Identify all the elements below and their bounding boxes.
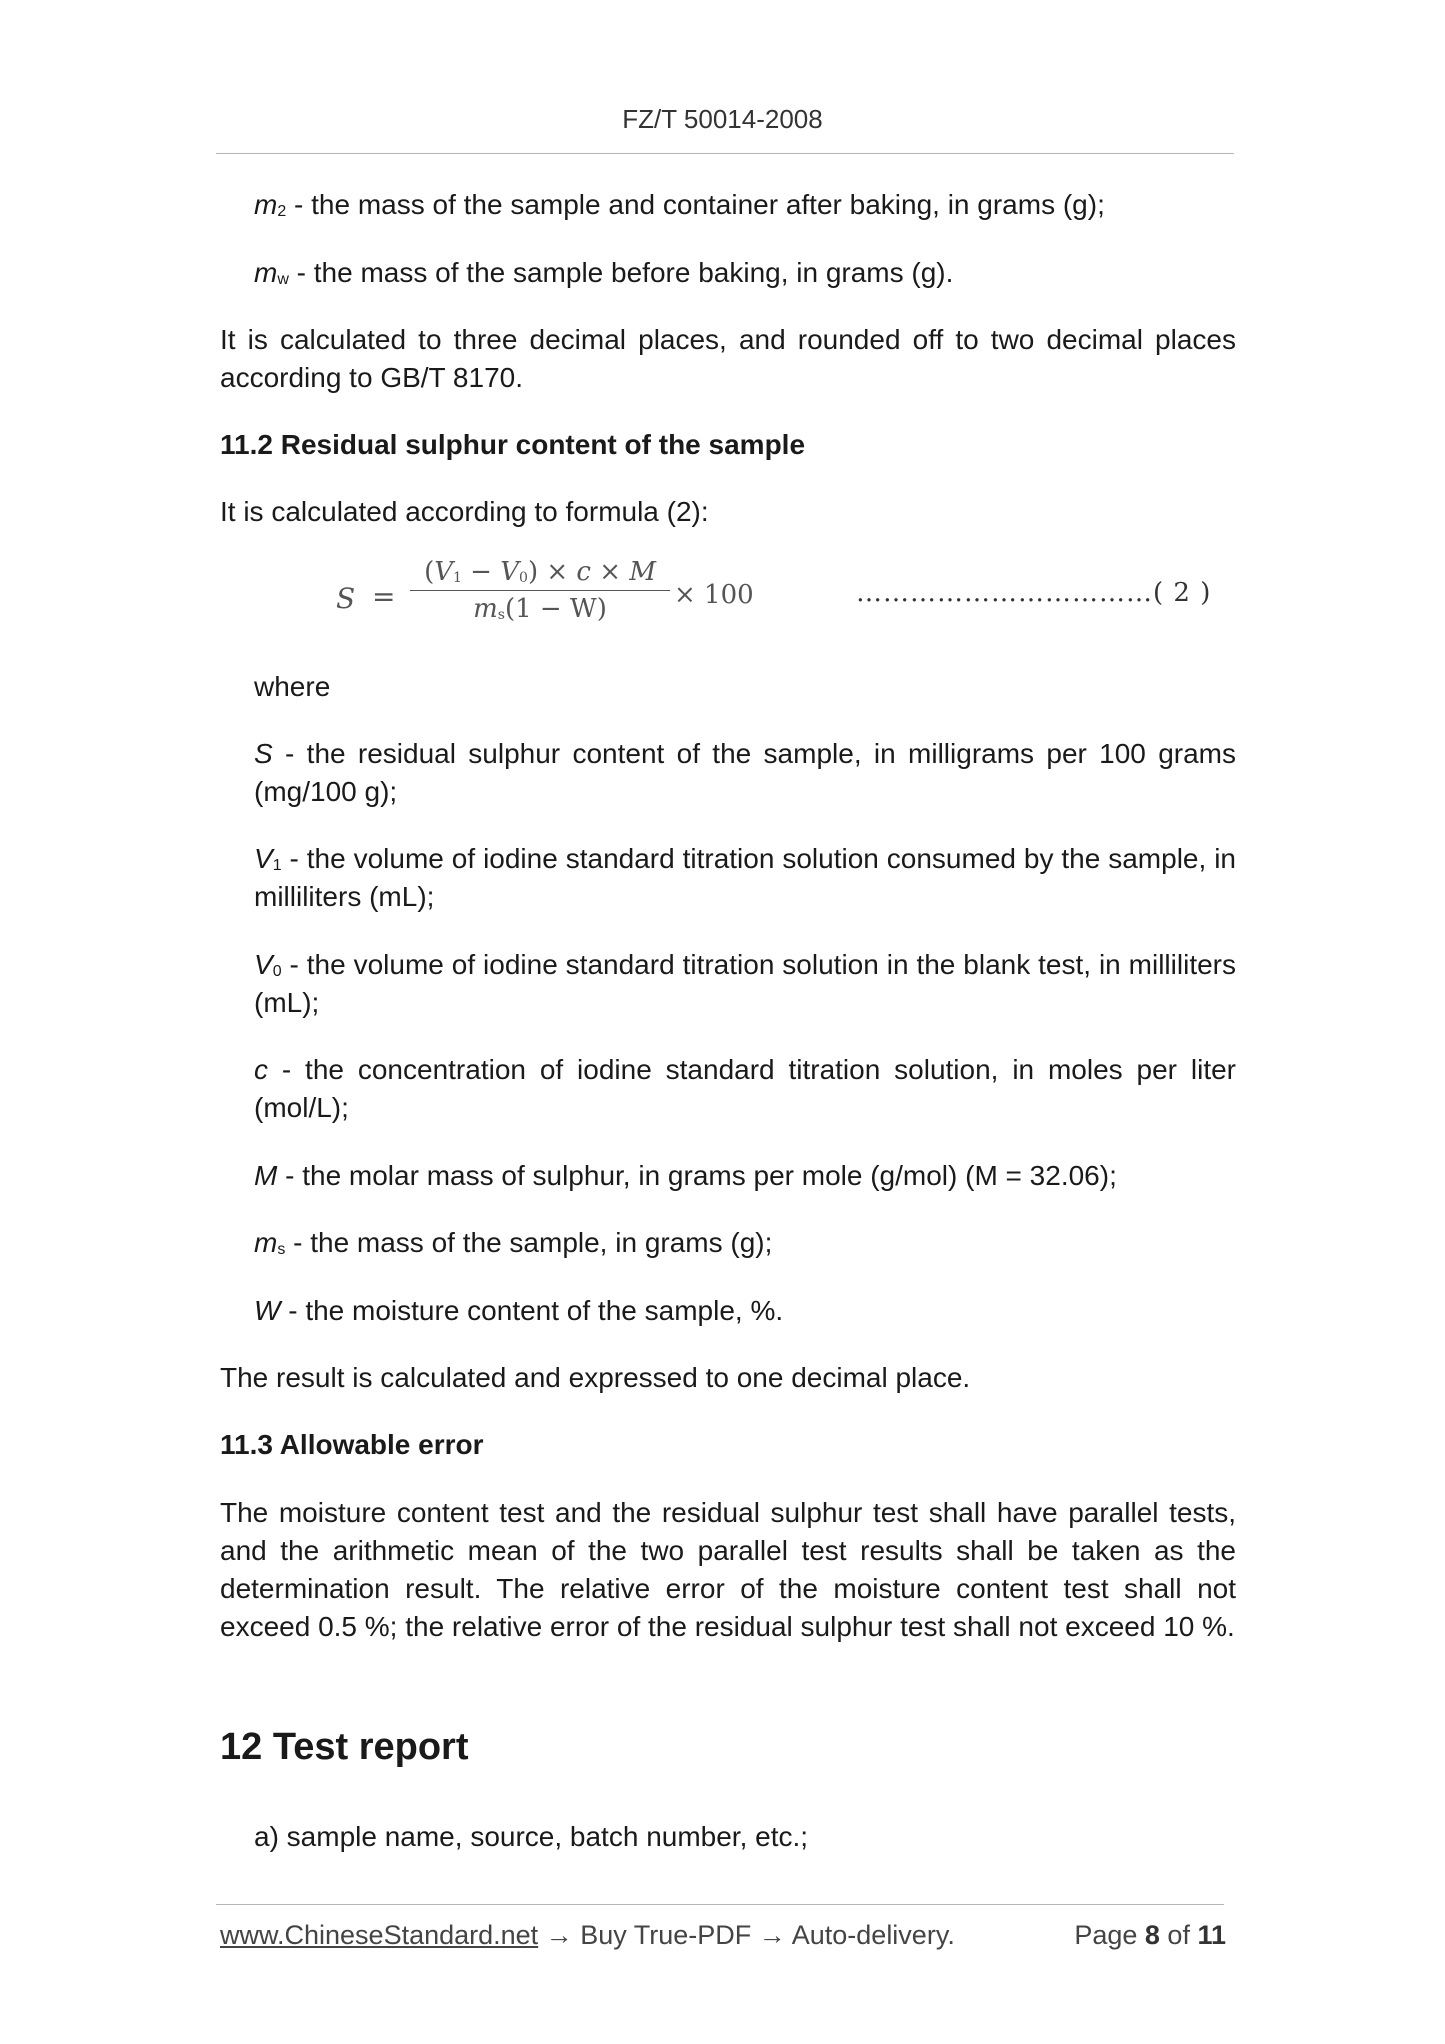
- formula-fraction: [410, 556, 670, 625]
- definition-M: M - the molar mass of sulphur, in grams per mole (g/mol) (M = 32.06);: [254, 1160, 1117, 1191]
- formula-numerator: $(V_1 - V_0) \times c \times M$: [424, 557, 656, 587]
- allowable-error-paragraph: The moisture content test and the residual sulphur test shall have parallel tests, and the arithmetic mean of the two parallel test results shall be taken as the determination result. The relative error of the moisture content test shall not exceed 0.5 %; the relative error of the residual sulphur test shall not exceed 10 %.: [220, 1497, 1236, 1642]
- result-paragraph: The result is calculated and expressed to one decimal place.: [220, 1362, 971, 1393]
- formula-denominator: $m_s(1 - W)$: [473, 594, 607, 624]
- definition-c: c - the concentration of iodine standard titration solution, in moles per liter (mol/L);: [254, 1054, 1236, 1123]
- standard-code-header: FZ/T 50014-2008: [622, 104, 823, 134]
- section-11-3-heading: 11.3 Allowable error: [220, 1429, 484, 1460]
- definition-S: S - the residual sulphur content of the sample, in milligrams per 100 grams (mg/100 g);: [254, 738, 1236, 807]
- section-12-heading: 12 Test report: [220, 1726, 469, 1768]
- chinesestandard-link[interactable]: www.ChineseStandard.net: [220, 1920, 539, 1950]
- definition-W: W - the moisture content of the sample, %.: [254, 1295, 784, 1326]
- footer-rule: [216, 1904, 1224, 1905]
- where-label: where: [254, 671, 331, 702]
- formula-2: [336, 556, 1236, 636]
- formula-multiplier: × 100: [674, 580, 754, 610]
- formula-number: ……………………………( 2 ): [856, 578, 1212, 608]
- rounding-paragraph: It is calculated to three decimal places, and rounded off to two decimal places according to GB/T 8170.: [220, 324, 1236, 393]
- formula-intro: It is calculated according to formula (2):: [220, 496, 709, 527]
- definition-V1: $V_1$ - the volume of iodine standard titration solution consumed by the sample, in milliliters (mL);: [254, 843, 1236, 912]
- definition-m2: $m_2$ - the mass of the sample and container after baking, in grams (g);: [254, 189, 1105, 220]
- definition-ms: $m_s$ - the mass of the sample, in grams (g);: [254, 1227, 773, 1258]
- test-report-item-a: a) sample name, source, batch number, etc.;: [254, 1821, 809, 1852]
- section-11-2-heading: 11.2 Residual sulphur content of the sample: [220, 429, 806, 460]
- fraction-bar: [410, 590, 670, 591]
- page-footer: [220, 1920, 1226, 1960]
- definition-mw: $m_w$ - the mass of the sample before baking, in grams (g).: [254, 257, 954, 288]
- formula-equals: =: [372, 580, 396, 613]
- page-number: Page 8 of 11: [1074, 1920, 1226, 1950]
- header-rule: [216, 153, 1234, 154]
- definition-V0: $V_0$ - the volume of iodine standard titration solution in the blank test, in milliliters (mL);: [254, 949, 1236, 1018]
- formula-lhs: S: [336, 582, 356, 615]
- footer-tagline: → Buy True-PDF → Auto-delivery.: [538, 1920, 955, 1950]
